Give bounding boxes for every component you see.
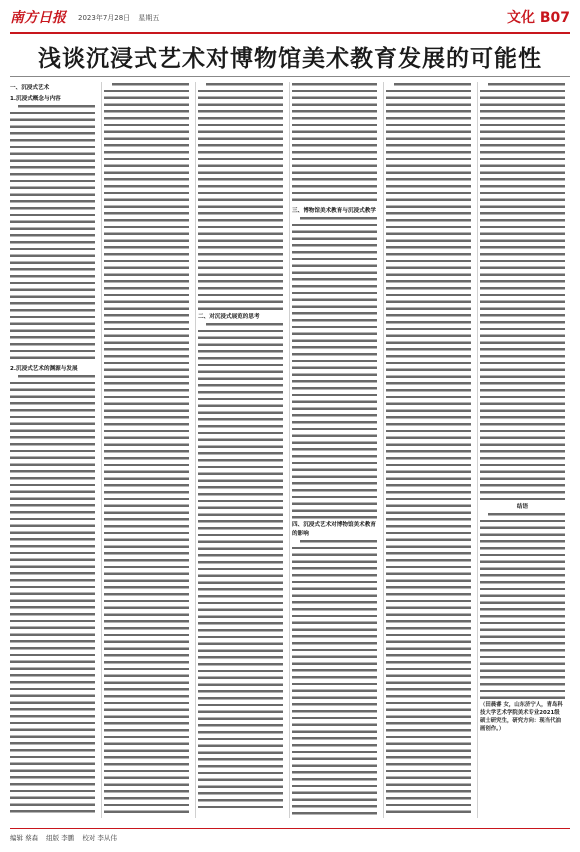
- body-text-block: [480, 83, 565, 501]
- designer-credit: 组版 李鹏: [46, 834, 75, 842]
- body-text-block: [480, 513, 565, 699]
- article-column-4: [292, 82, 377, 818]
- section-page-label: 文化 B07: [506, 10, 570, 26]
- section-heading-3: 三、博物馆美术教育与沉浸式教学: [292, 208, 376, 214]
- dateline: [78, 13, 165, 23]
- section-heading-1: 一、沉浸式艺术: [10, 85, 50, 91]
- article-column-1: [10, 82, 95, 818]
- article-column-6: [480, 82, 565, 818]
- body-text-block: [386, 83, 471, 813]
- issue-weekday: 星期五: [138, 14, 160, 22]
- article-column-5: [386, 82, 471, 818]
- column-divider: [195, 82, 196, 818]
- editor-credit: 编辑 蔡森: [10, 834, 39, 842]
- body-text-block: [292, 83, 377, 205]
- body-text-block: [10, 375, 95, 817]
- body-text-block: [198, 83, 283, 311]
- body-text-block: [10, 105, 95, 363]
- footer-rule: [10, 828, 570, 829]
- conclusion-heading: 结语: [516, 504, 529, 510]
- column-divider: [289, 82, 290, 818]
- article-column-2: [104, 82, 189, 818]
- body-text-block: [292, 540, 377, 818]
- staff-credits: [10, 833, 123, 842]
- column-divider: [383, 82, 384, 818]
- masthead: [10, 6, 570, 30]
- subsection-heading-1-2: 2.沉浸式艺术的渊源与发展: [10, 366, 78, 372]
- body-text-block: [292, 217, 377, 519]
- section-heading-4: 四、沉浸式艺术对博物馆美术教育的影响: [292, 522, 376, 537]
- headline-rule: [10, 76, 570, 77]
- article-column-3: [198, 82, 283, 818]
- column-divider: [477, 82, 478, 818]
- masthead-rule: [10, 32, 570, 34]
- subsection-heading-1-1: 1.沉浸式概念与内容: [10, 96, 61, 102]
- article-headline: 浅谈沉浸式艺术对博物馆美术教育发展的可能性: [38, 45, 542, 72]
- issue-date: 2023年7月28日: [78, 14, 131, 22]
- body-text-block: [104, 83, 189, 813]
- author-byline: （田晨睿 女，山东济宁人，青岛科技大学艺术学院美术专业2021级硕士研究生，研究方向：现当代油画创作。）: [480, 702, 563, 732]
- proofreader-credit: 校对 李从伟: [82, 834, 117, 842]
- section-heading-2: 二、对沉浸式展览的思考: [198, 314, 260, 320]
- body-text-block: [198, 323, 283, 811]
- column-divider: [101, 82, 102, 818]
- newspaper-logo: 南方日报: [10, 10, 66, 26]
